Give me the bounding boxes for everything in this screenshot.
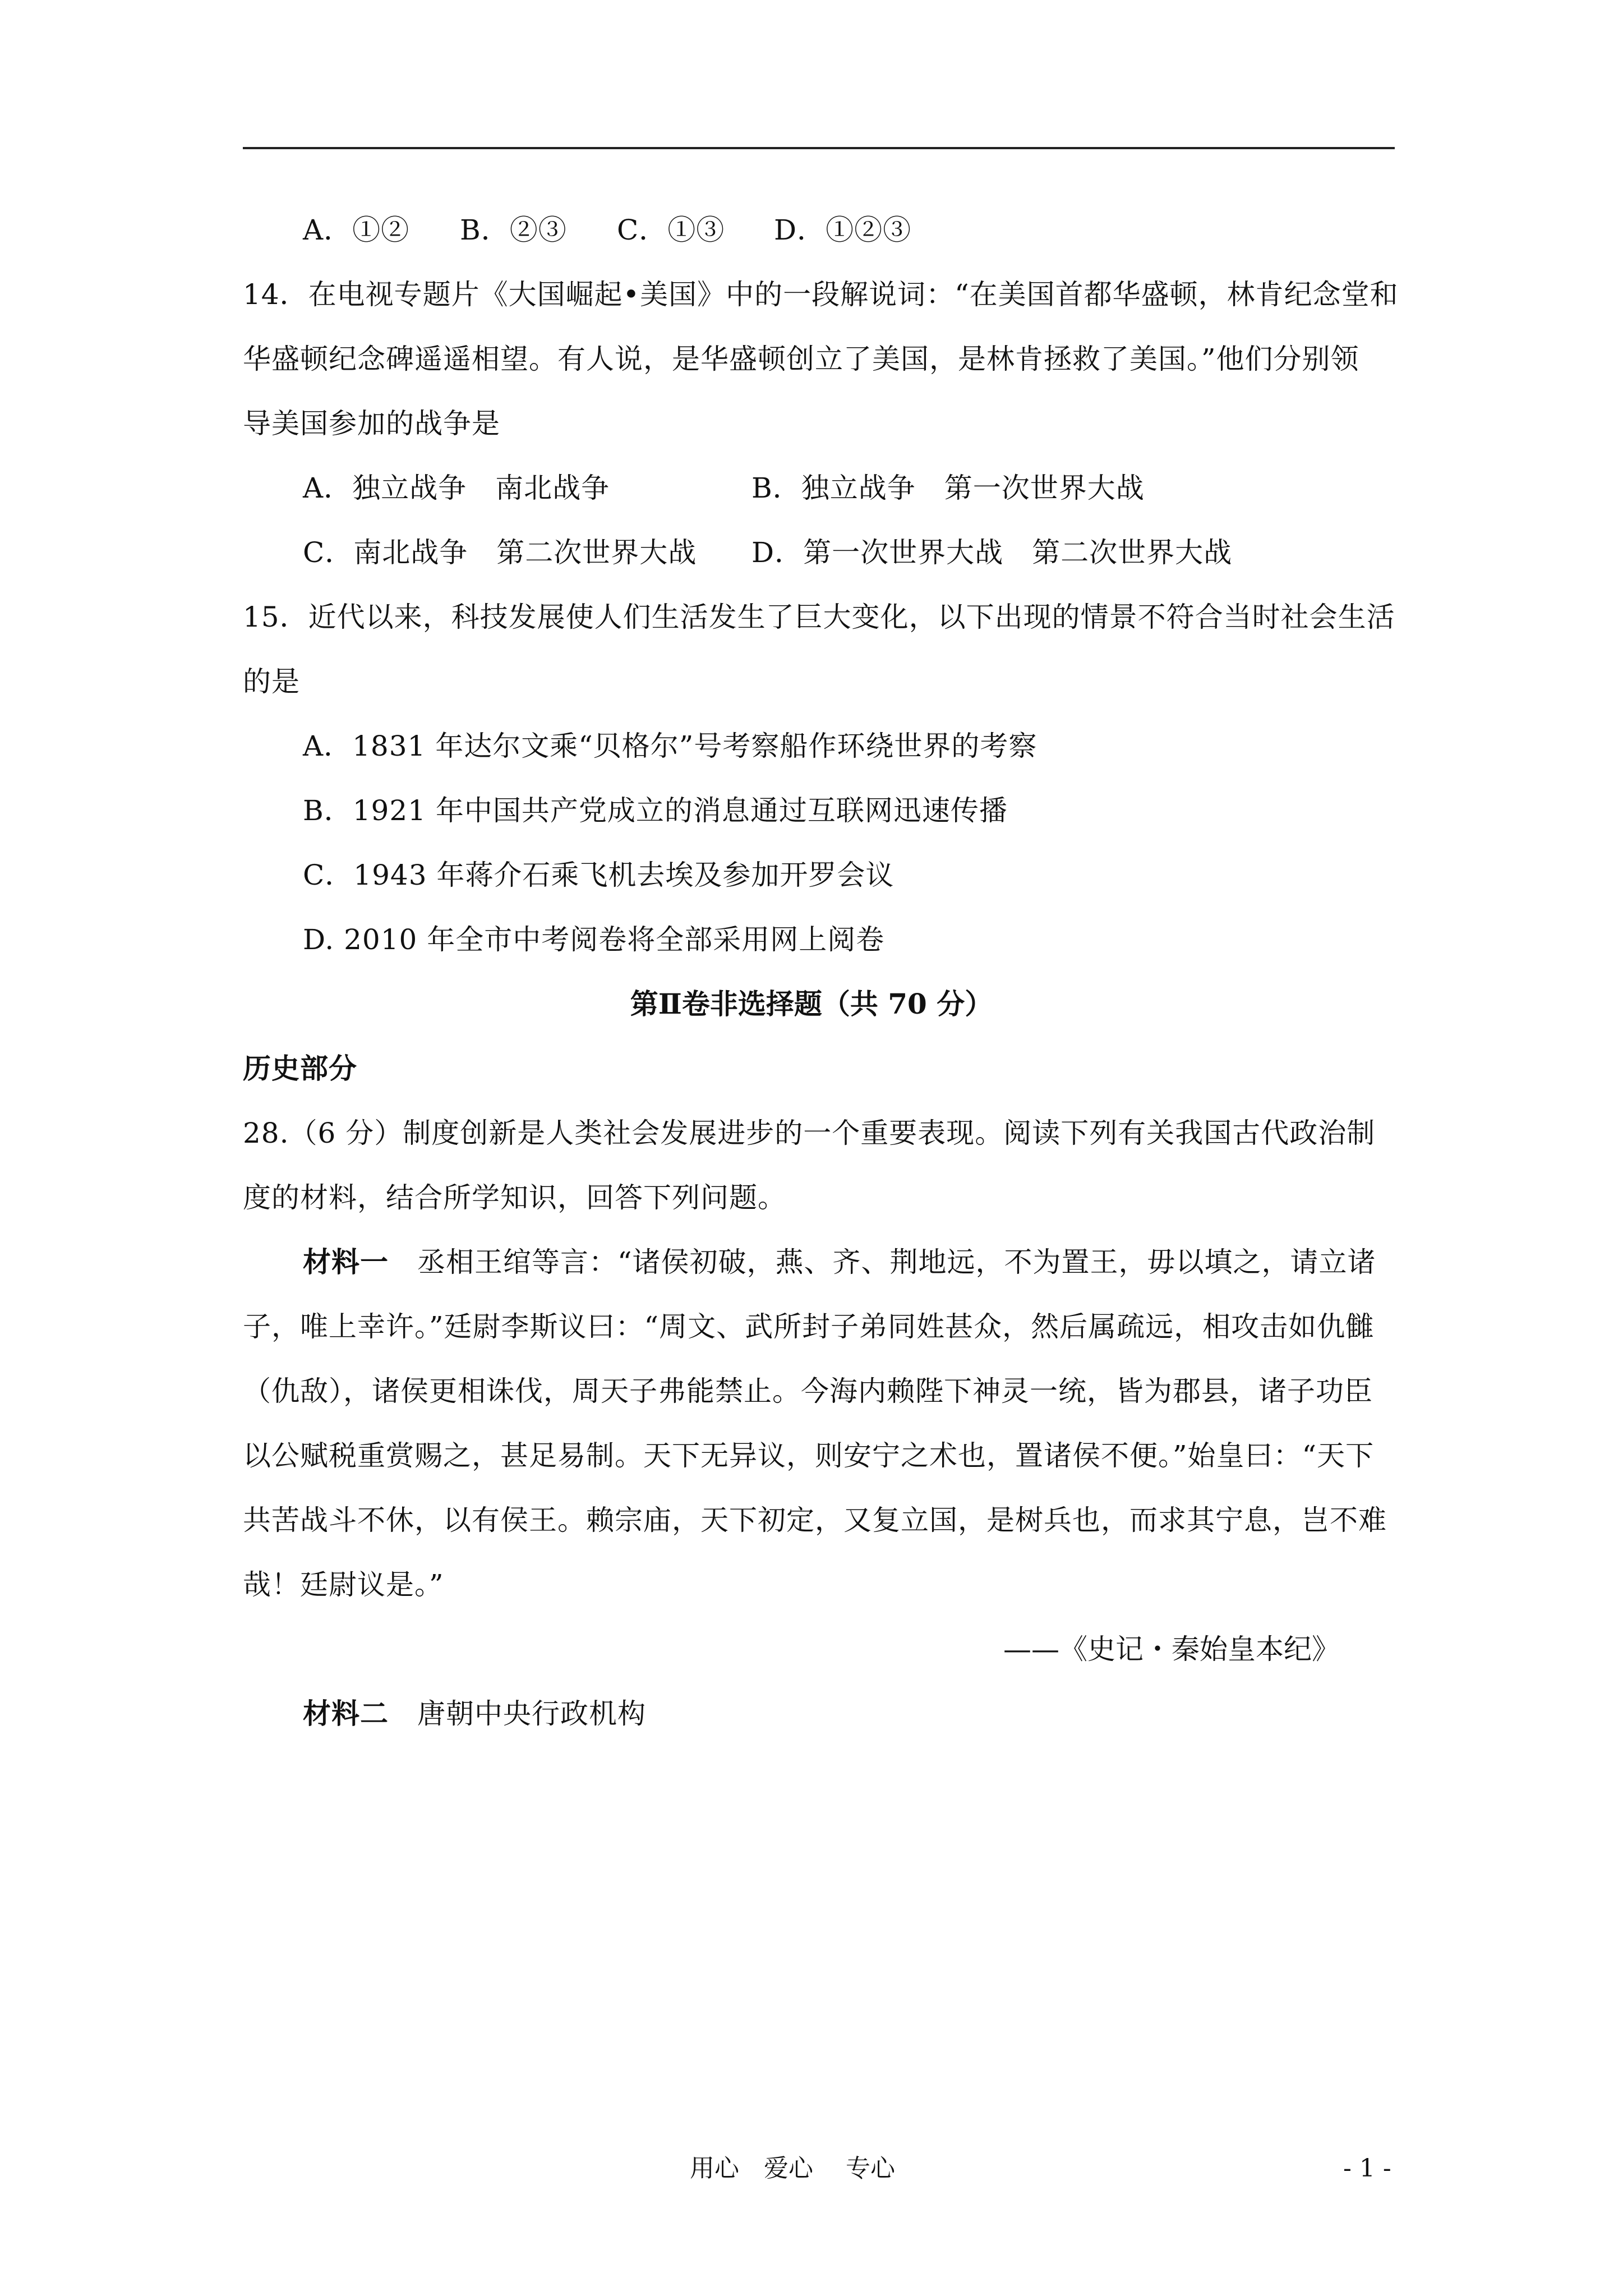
material1-line-1 (303, 1245, 1376, 1279)
q15-option-a: A．1831 年达尔文乘“贝格尔”号考察船作环绕世界的考察 (303, 730, 1038, 762)
q28-stem-line-2: 度的材料，结合所学知识，回答下列问题。 (243, 1181, 786, 1214)
q14-option-b: B．独立战争 第一次世界大战 (751, 472, 1145, 504)
q14-stem-line-3: 导美国参加的战争是 (243, 407, 500, 440)
material2-text: 唐朝中央行政机构 (389, 1697, 646, 1730)
material1-line-3: （仇敌），诸侯更相诛伐，周天子弗能禁止。今海内赖陛下神灵一统，皆为郡县，诸子功臣 (243, 1375, 1373, 1407)
q13-option-b: B．②③ (460, 214, 567, 246)
q15-stem-line-2: 的是 (243, 665, 300, 698)
footer-text: 用心 爱心 专心 (690, 2154, 895, 2183)
q14-option-a: A．独立战争 南北战争 (303, 472, 610, 504)
material1-text-1: 丞相王绾等言：“诸侯初破，燕、齐、荆地远，不为置王，毋以填之，请立诸 (389, 1246, 1376, 1278)
q13-option-a: A．①② (303, 214, 410, 246)
material2-label: 材料二 (303, 1697, 389, 1730)
material1-line-6: 哉！廷尉议是。” (243, 1568, 444, 1601)
material1-line-4: 以公赋税重赏赐之，甚足易制。天下无异议，则安宁之术也，置诸侯不便。”始皇曰：“天下 (243, 1439, 1375, 1472)
q14-stem-line-2: 华盛顿纪念碑遥遥相望。有人说，是华盛顿创立了美国，是林肯拯救了美国。”他们分别领 (243, 343, 1359, 375)
q15-option-d: D. 2010 年全市中考阅卷将全部采用网上阅卷 (303, 923, 885, 956)
material1-line-5: 共苦战斗不休，以有侯王。赖宗庙，天下初定，又复立国，是树兵也，而求其宁息，岂不难 (243, 1504, 1387, 1536)
q15-option-c: C．1943 年蒋介石乘飞机去埃及参加开罗会议 (303, 859, 895, 891)
q28-stem-line-1: 28.（6 分）制度创新是人类社会发展进步的一个重要表现。阅读下列有关我国古代政治制 (243, 1117, 1376, 1149)
section-title: 第Ⅱ卷非选择题（共 70 分） (630, 987, 993, 1020)
q14-stem-line-1: 14．在电视专题片《大国崛起•美国》中的一段解说词：“在美国首都华盛顿，林肯纪念堂和 (243, 278, 1399, 311)
section-subtitle: 历史部分 (243, 1052, 357, 1085)
material1-line-2: 子，唯上幸许。”廷尉李斯议曰：“周文、武所封子弟同姓甚众，然后属疏远，相攻击如仇雠 (243, 1310, 1375, 1343)
material1-label: 材料一 (303, 1245, 389, 1278)
q15-stem-line-1: 15．近代以来，科技发展使人们生活发生了巨大变化，以下出现的情景不符合当时社会生活 (243, 601, 1395, 633)
q14-option-d: D．第一次世界大战 第二次世界大战 (751, 536, 1233, 569)
material2-line (303, 1697, 646, 1731)
q14-option-c: C．南北战争 第二次世界大战 (303, 536, 697, 569)
page-number: - 1 - (1343, 2154, 1391, 2183)
header-rule (243, 147, 1395, 149)
q13-option-d: D．①②③ (774, 214, 912, 246)
material1-source: ——《史记・秦始皇本纪》 (1003, 1633, 1340, 1665)
q13-option-c: C．①③ (617, 214, 725, 246)
q15-option-b: B．1921 年中国共产党成立的消息通过互联网迅速传播 (303, 794, 1008, 827)
